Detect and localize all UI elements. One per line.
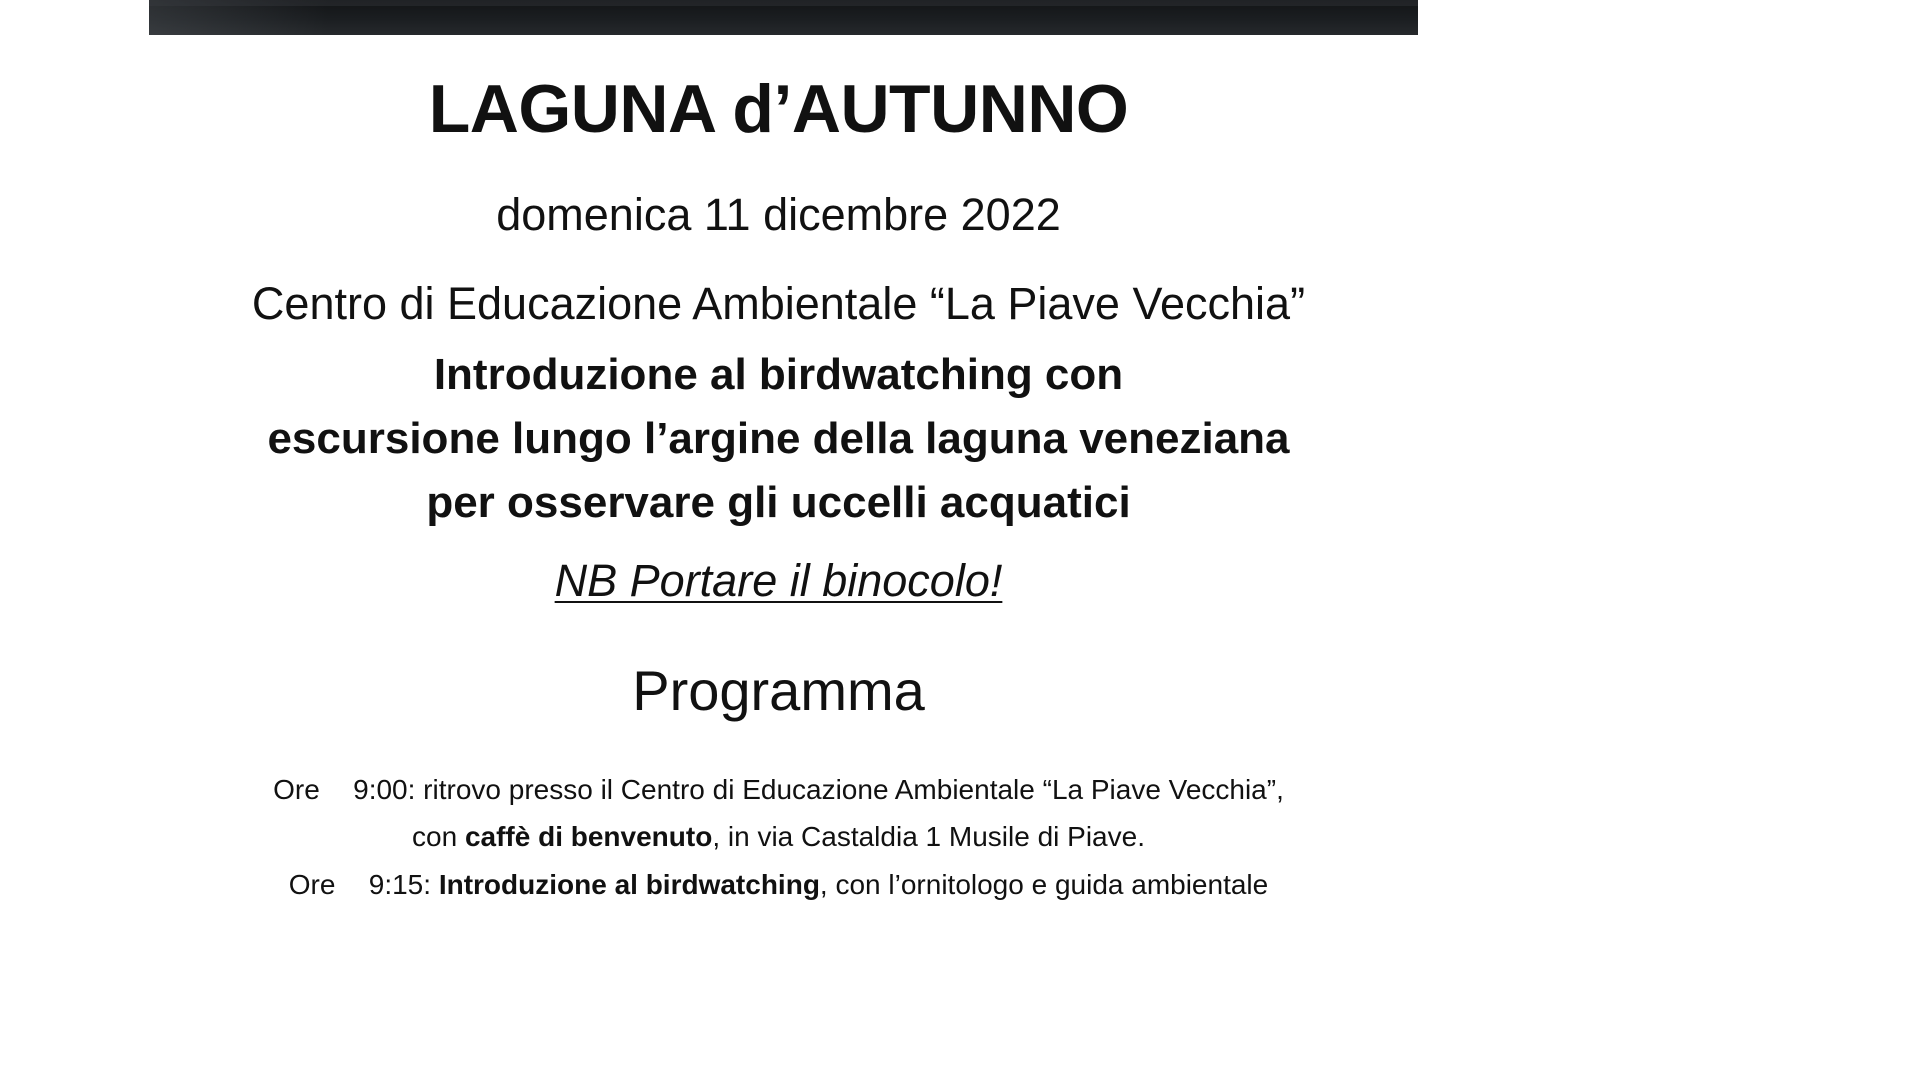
schedule-time: 9:15 — [368, 869, 424, 900]
schedule-item-continuation — [0, 814, 1557, 860]
schedule-item — [0, 767, 1557, 813]
schedule-text: , in via Castaldia 1 Musile di Piave. — [712, 821, 1145, 852]
venue-name: Centro di Educazione Ambientale “La Piave Vecchia” — [251, 278, 1306, 329]
schedule-time: 9:00 — [353, 774, 408, 805]
page-title: LAGUNA d’AUTUNNO — [428, 71, 1129, 147]
schedule-text: , con l’ornitologo e guida ambientale — [819, 869, 1269, 900]
schedule-highlight: Introduzione al birdwatching — [438, 869, 820, 900]
schedule-text: : ritrovo presso il Centro di Educazione Ambientale “La Piave Vecchia”, — [407, 774, 1284, 805]
schedule-ore-label: Ore — [273, 774, 320, 805]
header-photo-banner — [149, 0, 1418, 35]
programme-heading: Programma — [632, 659, 925, 722]
binocular-note: NB Portare il binocolo! — [554, 555, 1003, 606]
schedule-highlight: caffè di benvenuto — [464, 821, 713, 852]
schedule-item: Ore 9:15: Introduzione al birdwatching, con l’ornitologo e guida ambientale — [0, 862, 1557, 908]
event-date: domenica 11 dicembre 2022 — [496, 189, 1061, 240]
description-line: per osservare gli uccelli acquatici — [426, 478, 1131, 527]
schedule-text: con — [412, 821, 465, 852]
event-description — [0, 343, 1557, 535]
schedule-ore-label: Ore — [288, 869, 336, 900]
description-line: escursione lungo l’argine della laguna veneziana — [267, 414, 1290, 463]
description-line: Introduzione al birdwatching con — [433, 350, 1124, 399]
